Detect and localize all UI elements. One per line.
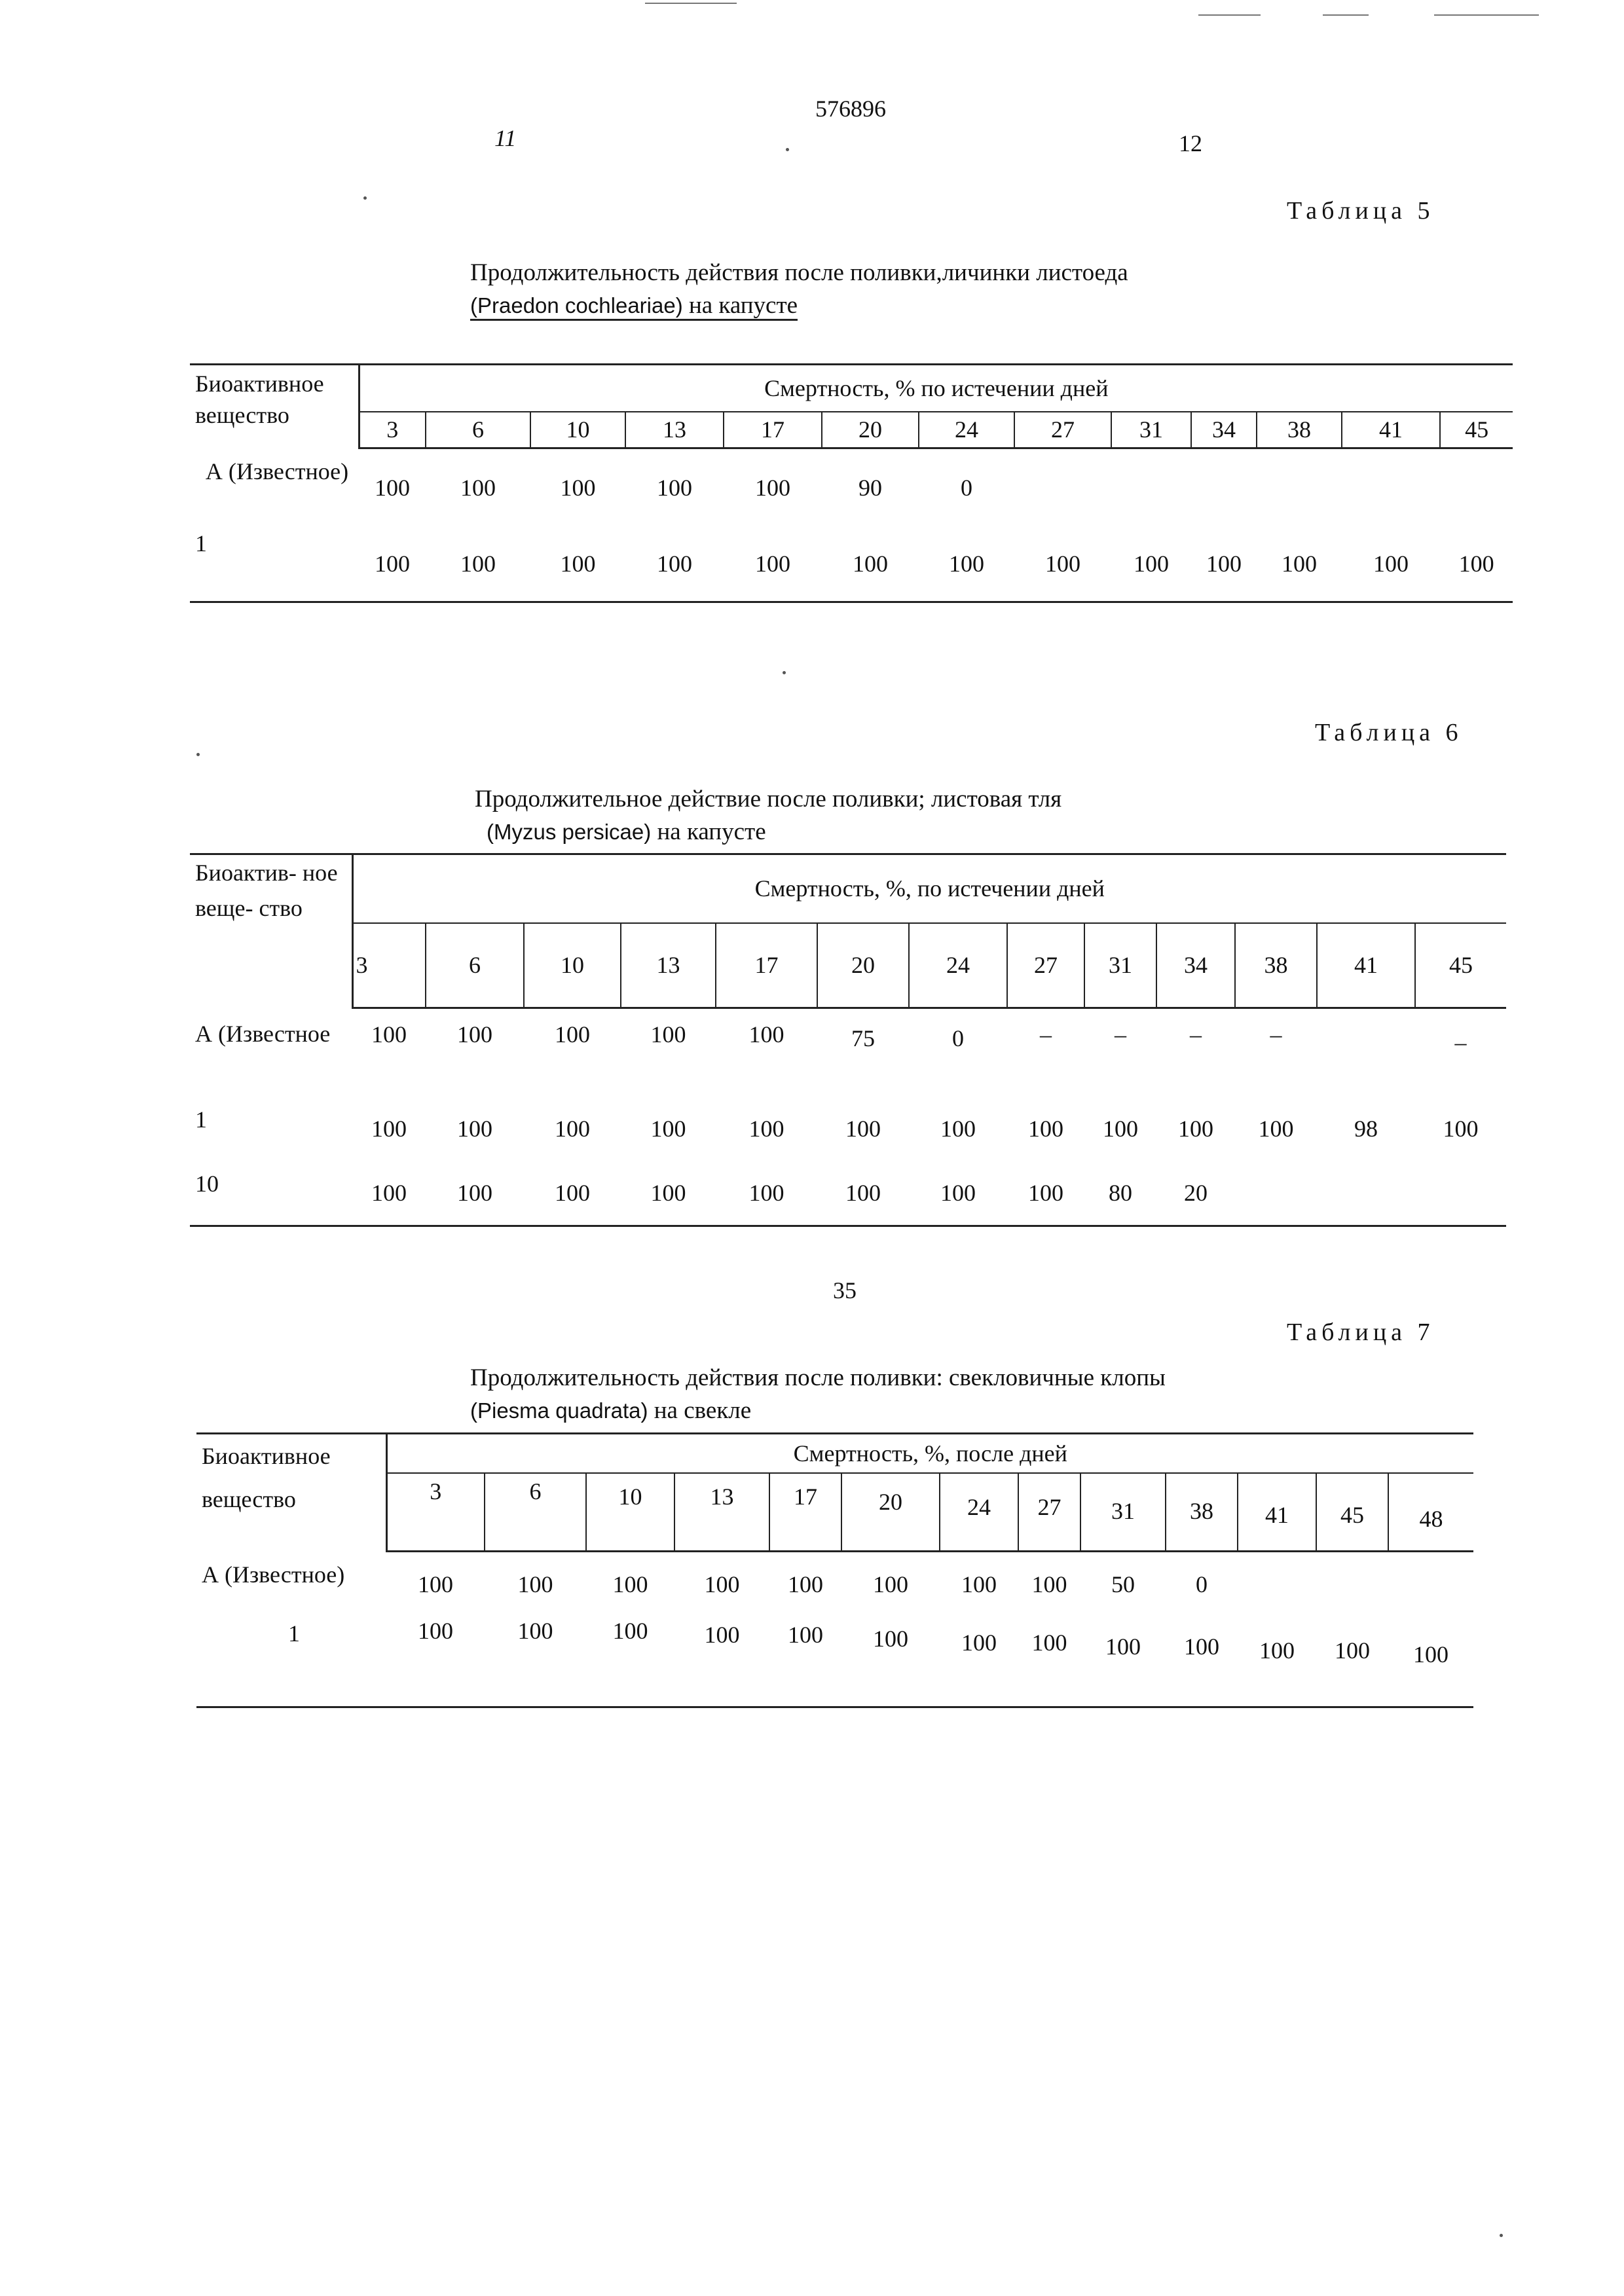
table-5-value-cell xyxy=(1191,448,1257,527)
table-5-value-cell: 100 xyxy=(1111,527,1191,602)
table-6-value-cell xyxy=(1235,1161,1317,1226)
scan-artifact-line xyxy=(1434,14,1539,16)
table-7-day-cell: 41 xyxy=(1238,1473,1316,1552)
table-6-day-cell: 34 xyxy=(1156,923,1235,1008)
table-7-value-cell: 100 xyxy=(485,1617,586,1707)
table-6-value-cell: 100 xyxy=(1103,1115,1138,1142)
table-7-day-cell: 20 xyxy=(841,1473,940,1552)
table-5-value-cell: 100 xyxy=(919,527,1014,602)
table-6-value-cell: 100 xyxy=(371,1115,407,1142)
table-6-caption xyxy=(475,783,1457,848)
table-6-day-cell: 24 xyxy=(909,923,1007,1008)
table-5-value-cell: 100 xyxy=(530,527,625,602)
scan-artifact-line xyxy=(1323,14,1369,16)
table-6-value-cell: 100 xyxy=(845,1115,881,1142)
table-6-value-cell: 100 xyxy=(555,1021,590,1048)
table-5-value-cell: 100 xyxy=(460,475,496,501)
scan-speck xyxy=(1500,2234,1503,2237)
table-7-value-cell: 100 xyxy=(788,1571,823,1598)
table-5-caption-rest: на капусте xyxy=(682,292,798,319)
table-5-subject-header: Биоактивное вещество xyxy=(195,371,324,428)
table-6-value-cell: 100 xyxy=(371,1021,407,1048)
table-6-value-cell: 100 xyxy=(650,1115,686,1142)
table-6-species-name: (Myzus persicae) xyxy=(487,820,652,844)
table-5-row-a xyxy=(190,448,1513,527)
table-6-value-cell: 100 xyxy=(1007,1161,1084,1226)
patent-number: 576896 xyxy=(815,96,886,122)
table-6-value-cell: 100 xyxy=(457,1115,492,1142)
table-5-days-row xyxy=(190,412,1513,448)
table-6-day-cell: 45 xyxy=(1415,923,1506,1008)
table-5-value-cell xyxy=(1014,448,1111,527)
table-6-value-cell: – xyxy=(1040,1021,1052,1048)
table-6-day-cell: 27 xyxy=(1007,923,1084,1008)
table-7-value-cell: 100 xyxy=(1080,1617,1166,1707)
table-5-value-cell xyxy=(1257,448,1342,527)
table-7-value-cell: 100 xyxy=(961,1571,997,1598)
table-6-value-cell: – xyxy=(1270,1021,1282,1048)
table-5-value-cell: 100 xyxy=(560,475,596,501)
table-6-value-cell: 100 xyxy=(748,1115,784,1142)
table-5-value-cell: 100 xyxy=(657,475,692,501)
table-6-value-cell: 100 xyxy=(524,1161,621,1226)
table-7-caption-line1: Продолжительность действия после поливки: свекловичные клопы xyxy=(470,1364,1166,1391)
table-7-day-cell: 24 xyxy=(940,1473,1018,1552)
table-5-value-cell: 100 xyxy=(1342,527,1440,602)
table-5-day-cell: 31 xyxy=(1111,412,1191,448)
table-6-value-cell xyxy=(1415,1161,1506,1226)
table-6-row-label: А (Известное xyxy=(195,1020,331,1047)
table-7-day-cell: 10 xyxy=(586,1473,674,1552)
table-6-group-header: Смертность, %, по истечении дней xyxy=(352,854,1506,923)
table-7-value-cell: 100 xyxy=(873,1571,908,1598)
table-5-value-cell: 100 xyxy=(625,527,724,602)
table-7 xyxy=(196,1432,1473,1708)
scan-speck xyxy=(783,671,786,674)
table-5-label: Таблица 5 xyxy=(1287,197,1435,225)
table-6 xyxy=(190,853,1506,1227)
table-6-day-cell: 41 xyxy=(1317,923,1415,1008)
table-5-day-cell: 3 xyxy=(359,412,426,448)
table-5-day-cell: 27 xyxy=(1014,412,1111,448)
table-5-header-row xyxy=(190,365,1513,412)
table-7-row-1 xyxy=(196,1617,1473,1707)
table-6-day-cell: 38 xyxy=(1235,923,1317,1008)
table-6-row-label: 1 xyxy=(195,1106,207,1133)
table-7-day-cell: 27 xyxy=(1018,1473,1080,1552)
table-6-row-10 xyxy=(190,1161,1506,1226)
table-7-caption-rest: на свекле xyxy=(648,1397,752,1424)
table-7-value-cell: 100 xyxy=(940,1617,1018,1707)
scan-speck xyxy=(786,148,789,151)
table-5-value-cell: 100 xyxy=(724,527,822,602)
table-5-day-cell: 20 xyxy=(822,412,919,448)
table-7-value-cell: 100 xyxy=(517,1571,553,1598)
table-5-day-cell: 34 xyxy=(1191,412,1257,448)
table-7-value-cell: 100 xyxy=(674,1617,769,1707)
table-7-value-cell: 100 xyxy=(704,1571,740,1598)
table-7-days-row xyxy=(196,1473,1473,1552)
table-5-value-cell: 100 xyxy=(1440,527,1513,602)
table-7-value-cell: 100 xyxy=(1388,1617,1473,1707)
table-7-value-cell xyxy=(1238,1552,1316,1617)
table-6-value-cell: 80 xyxy=(1084,1161,1156,1226)
table-7-header-row xyxy=(196,1434,1473,1473)
table-6-day-cell: 20 xyxy=(817,923,909,1008)
table-7-row-label: А (Известное) xyxy=(202,1561,345,1588)
table-7-value-cell: 0 xyxy=(1196,1571,1208,1598)
table-6-day-cell: 13 xyxy=(621,923,716,1008)
table-5-day-cell: 38 xyxy=(1257,412,1342,448)
table-7-value-cell: 50 xyxy=(1111,1571,1135,1598)
table-6-day-cell: 31 xyxy=(1084,923,1156,1008)
table-7-value-cell: 100 xyxy=(386,1617,485,1707)
table-5-day-cell: 41 xyxy=(1342,412,1440,448)
table-7-row-a xyxy=(196,1552,1473,1617)
table-6-row-1 xyxy=(190,1097,1506,1161)
table-6-value-cell: 100 xyxy=(457,1021,492,1048)
table-6-subject-header xyxy=(190,854,352,1008)
table-5-value-cell: 100 xyxy=(822,527,919,602)
table-7-species-name: (Piesma quadrata) xyxy=(470,1398,648,1423)
table-5-row-label: 1 xyxy=(190,527,359,602)
table-6-header-row xyxy=(190,854,1506,923)
table-5-group-header: Смертность, % по истечении дней xyxy=(359,365,1513,412)
table-5-value-cell xyxy=(1342,448,1440,527)
table-7-value-cell: 100 xyxy=(769,1617,841,1707)
table-5 xyxy=(190,363,1513,603)
table-5-value-cell: 100 xyxy=(1257,527,1342,602)
table-6-value-cell xyxy=(1317,1161,1415,1226)
table-5-value-cell: 100 xyxy=(426,527,530,602)
table-7-value-cell: 100 xyxy=(1238,1617,1316,1707)
table-7-day-cell: 17 xyxy=(769,1473,841,1552)
table-6-caption-line1: Продолжительное действие после поливки; листовая тля xyxy=(475,786,1062,812)
table-6-value-cell: 100 xyxy=(909,1161,1007,1226)
table-7-day-cell: 45 xyxy=(1316,1473,1388,1552)
table-5-value-cell: 0 xyxy=(961,475,972,501)
table-6-row-a xyxy=(190,1008,1506,1097)
table-7-day-cell: 48 xyxy=(1388,1473,1473,1552)
table-7-subject-header: Биоактивное вещество xyxy=(202,1443,331,1512)
table-6-day-cell: 10 xyxy=(524,923,621,1008)
table-6-value-cell: 100 xyxy=(621,1161,716,1226)
table-5-species-name: (Praedon cochleariae) xyxy=(470,293,683,318)
table-6-value-cell: 0 xyxy=(952,1025,964,1051)
table-7-day-cell: 31 xyxy=(1080,1473,1166,1552)
table-7-value-cell: 100 xyxy=(418,1571,453,1598)
table-6-value-cell: 100 xyxy=(1178,1115,1213,1142)
table-5-day-cell: 24 xyxy=(919,412,1014,448)
table-7-label: Таблица 7 xyxy=(1287,1319,1435,1346)
table-5-value-cell: 90 xyxy=(858,475,882,501)
table-5-value-cell xyxy=(1111,448,1191,527)
table-5-caption-line1: Продолжительность действия после поливки,личинки листоеда xyxy=(470,259,1128,286)
table-7-value-cell xyxy=(1316,1552,1388,1617)
table-7-value-cell: 100 xyxy=(1166,1617,1238,1707)
table-7-value-cell: 100 xyxy=(1316,1617,1388,1707)
table-7-group-header: Смертность, %, после дней xyxy=(386,1434,1473,1473)
table-6-day-cell: 17 xyxy=(716,923,817,1008)
table-6-days-row xyxy=(190,923,1506,1008)
scan-speck xyxy=(196,753,200,756)
table-7-day-cell: 38 xyxy=(1166,1473,1238,1552)
table-5-day-cell: 45 xyxy=(1440,412,1513,448)
table-6-value-cell: 100 xyxy=(352,1161,426,1226)
table-6-caption-rest: на капусте xyxy=(651,818,766,845)
scan-artifact-line xyxy=(1198,14,1261,16)
table-6-value-cell xyxy=(1317,1008,1415,1097)
table-7-row-label: 1 xyxy=(196,1617,386,1707)
table-5-value-cell: 100 xyxy=(1191,527,1257,602)
table-6-value-cell: 100 xyxy=(650,1021,686,1048)
table-5-day-cell: 13 xyxy=(625,412,724,448)
table-6-label: Таблица 6 xyxy=(1315,719,1463,746)
table-6-value-cell: 100 xyxy=(1443,1115,1479,1142)
table-6-value-cell: 100 xyxy=(1028,1115,1063,1142)
table-6-day-cell: 3 xyxy=(352,923,426,1008)
table-5-value-cell: 100 xyxy=(1014,527,1111,602)
table-6-value-cell: 100 xyxy=(748,1021,784,1048)
table-7-day-cell: 6 xyxy=(485,1473,586,1552)
table-6-value-cell: 100 xyxy=(716,1161,817,1226)
table-5-caption xyxy=(470,257,1452,322)
table-5-value-cell xyxy=(1440,448,1513,527)
table-6-value-cell: – xyxy=(1454,1029,1467,1055)
table-7-value-cell: 100 xyxy=(841,1617,940,1707)
table-5-day-cell: 10 xyxy=(530,412,625,448)
table-6-value-cell: 100 xyxy=(426,1161,524,1226)
table-5-value-cell: 100 xyxy=(755,475,790,501)
line-number: 35 xyxy=(833,1277,857,1303)
table-6-value-cell: – xyxy=(1190,1021,1202,1048)
table-7-value-cell: 100 xyxy=(586,1617,674,1707)
table-5-day-cell: 6 xyxy=(426,412,530,448)
table-5-row-1 xyxy=(190,527,1513,602)
table-6-value-cell: 100 xyxy=(555,1115,590,1142)
table-7-day-cell: 13 xyxy=(674,1473,769,1552)
table-6-subject-header-text: Биоактив- ное веще- ство xyxy=(195,860,338,921)
table-6-day-cell: 6 xyxy=(426,923,524,1008)
right-page-number: 12 xyxy=(1179,130,1202,156)
table-6-value-cell: 100 xyxy=(1258,1115,1294,1142)
table-6-value-cell: 20 xyxy=(1156,1161,1235,1226)
table-6-row-label: 10 xyxy=(190,1161,352,1226)
left-page-number: 11 xyxy=(494,125,517,151)
table-7-value-cell: 100 xyxy=(1018,1617,1080,1707)
table-5-value-cell: 100 xyxy=(359,527,426,602)
table-5-day-cell: 17 xyxy=(724,412,822,448)
table-5-row-label: А (Известное) xyxy=(205,458,349,484)
table-7-value-cell xyxy=(1388,1552,1473,1617)
table-6-value-cell: – xyxy=(1115,1021,1126,1048)
table-7-day-cell: 3 xyxy=(386,1473,485,1552)
table-6-value-cell: 100 xyxy=(817,1161,909,1226)
table-6-value-cell: 98 xyxy=(1354,1115,1378,1142)
table-7-caption xyxy=(470,1362,1492,1427)
scan-artifact-line xyxy=(645,3,737,4)
table-6-value-cell: 75 xyxy=(851,1025,875,1051)
scan-speck xyxy=(363,196,367,200)
table-6-value-cell: 100 xyxy=(940,1115,976,1142)
table-5-value-cell: 100 xyxy=(375,475,410,501)
table-7-value-cell: 100 xyxy=(1031,1571,1067,1598)
table-7-value-cell: 100 xyxy=(612,1571,648,1598)
